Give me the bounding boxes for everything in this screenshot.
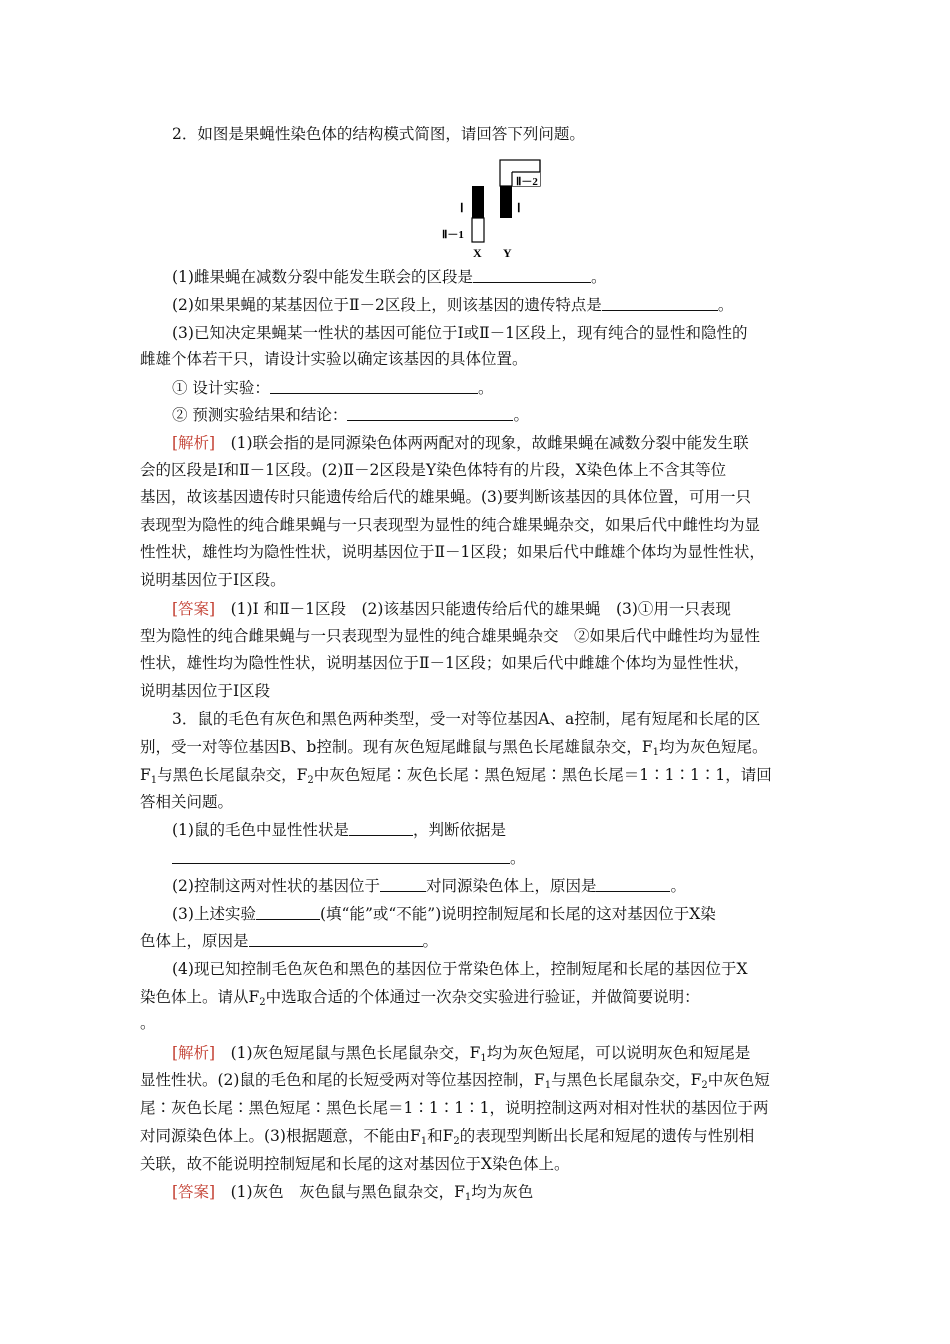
q2-analysis-line4: 表现型为隐性的纯合雌果蝇与一只表现型为显性的纯合雄果蝇杂交，如果后代中雌性均为显 xyxy=(140,516,761,534)
analysis-tag: [解析] xyxy=(172,1044,216,1062)
q2-analysis-line5: 性性状，雄性均为隐性性状，说明基因位于Ⅱ－1区段；如果后代中雌雄个体均为显性性状， xyxy=(140,543,765,561)
q2-analysis-line2: 会的区段是Ⅰ和Ⅱ－1区段。(2)Ⅱ－2区段是Y染色体特有的片段，X染色体上不含其等位 xyxy=(140,461,727,479)
label-Y: Y xyxy=(503,246,512,260)
q2-analysis-line3: 基因，故该基因遗传时只能遗传给后代的雄果蝇。(3)要判断该基因的具体位置，可用一只 xyxy=(140,488,751,506)
answer-blank[interactable] xyxy=(380,876,426,892)
q3-analysis-line1: [解析] (1)灰色短尾鼠与黑色长尾鼠杂交，$F_1$均为灰色短尾，可以说明灰色和短尾是 xyxy=(172,1044,751,1064)
answer-blank[interactable] xyxy=(473,267,591,283)
q2-answer-line1: [答案] (1)Ⅰ 和Ⅱ－1区段 (2)该基因只能遗传给后代的雄果蝇 (3)①用一只表现 xyxy=(172,600,731,618)
answer-blank[interactable] xyxy=(270,378,478,394)
q3-title-line3: $F_1$与黑色长尾鼠杂交，$F_2$中灰色短尾∶灰色长尾∶黑色短尾∶黑色长尾＝1∶1∶1∶1，请回 xyxy=(140,766,772,786)
answer-blank[interactable] xyxy=(602,295,718,311)
q3-title-line4: 答相关问题。 xyxy=(140,793,234,811)
q2-part2: (2)如果果蝇的某基因位于Ⅱ－2区段上，则该基因的遗传特点是 。 xyxy=(172,296,734,314)
q3-part4-line1: (4)现已知控制毛色灰色和黑色的基因位于常染色体上，控制短尾和长尾的基因位于X xyxy=(172,960,748,978)
q3-part3-line2: 色体上，原因是 。 xyxy=(140,932,439,950)
q2-answer-line2: 型为隐性的纯合雌果蝇与一只表现型为显性的纯合雄果蝇杂交 ②如果后代中雌性均为显性 xyxy=(140,627,761,645)
q3-part1-cont: 。 xyxy=(172,848,862,868)
x-segment-II-1 xyxy=(472,218,484,242)
q2-part3-line2: 雌雄个体若干只，请设计实验以确定该基因的具体位置。 xyxy=(140,350,528,368)
q3-analysis-line4: 对同源染色体上。(3)根据题意，不能由$F_1$和$F_2$的表现型判断出长尾和短尾的遗传与性别相 xyxy=(140,1127,755,1147)
q2-part1: (1)雌果蝇在减数分裂中能发生联会的区段是 。 xyxy=(172,268,607,286)
sex-chromosome-diagram xyxy=(440,158,560,262)
q3-part4-line2: 染色体上。请从$F_2$中选取合适的个体通过一次杂交实验进行验证，并做简要说明： xyxy=(140,988,700,1008)
answer-blank[interactable] xyxy=(349,820,413,836)
label-II-1: Ⅱ－1 xyxy=(442,229,464,241)
q3-title-line1: 3．鼠的毛色有灰色和黑色两种类型，受一对等位基因A、a控制，尾有短尾和长尾的区 xyxy=(172,710,761,728)
q2-answer-line4: 说明基因位于Ⅰ区段 xyxy=(140,682,271,700)
answer-tag: [答案] xyxy=(172,1183,216,1201)
q2-part3-line1: (3)已知决定果蝇某一性状的基因可能位于Ⅰ或Ⅱ－1区段上，现有纯合的显性和隐性的 xyxy=(172,324,748,342)
q2-sub1: ① 设计实验： 。 xyxy=(172,379,494,397)
label-I-right: Ⅰ xyxy=(517,201,521,215)
q2-analysis-line1: [解析] (1)联会指的是同源染色体两两配对的现象，故雌果蝇在减数分裂中能发生联 xyxy=(172,434,749,452)
answer-blank[interactable] xyxy=(256,904,320,920)
q3-part4-line3: 。 xyxy=(140,1014,156,1032)
answer-blank[interactable] xyxy=(596,876,670,892)
answer-blank[interactable] xyxy=(347,405,513,421)
label-II-2: Ⅱ－2 xyxy=(516,176,538,188)
q3-part1: (1)鼠的毛色中显性性状是 ，判断依据是 xyxy=(172,821,506,839)
x-segment-I xyxy=(472,186,484,218)
analysis-tag: [解析] xyxy=(172,434,216,452)
q2-answer-line3: 性状，雄性均为隐性性状，说明基因位于Ⅱ－1区段；如果后代中雌雄个体均为显性性状， xyxy=(140,654,750,672)
q2-analysis-line6: 说明基因位于Ⅰ区段。 xyxy=(140,571,286,589)
q3-analysis-line5: 关联，故不能说明控制短尾和长尾的这对基因位于X染色体上。 xyxy=(140,1155,570,1173)
q2-title: 2．如图是果蝇性染色体的结构模式简图，请回答下列问题。 xyxy=(172,125,585,143)
q3-part3-line1: (3)上述实验 (填“能”或“不能”)说明控制短尾和长尾的这对基因位于X染 xyxy=(172,905,716,923)
y-segment-I xyxy=(500,186,512,218)
q3-part2: (2)控制这两对性状的基因位于 对同源染色体上，原因是 。 xyxy=(172,877,686,895)
label-X: X xyxy=(473,246,482,260)
answer-blank[interactable] xyxy=(249,931,423,947)
q2-sub2: ② 预测实验结果和结论： 。 xyxy=(172,406,529,424)
q3-answer-line1: [答案] (1)灰色 灰色鼠与黑色鼠杂交，$F_1$均为灰色 xyxy=(172,1183,534,1203)
label-I-left: Ⅰ xyxy=(460,201,464,215)
answer-blank[interactable] xyxy=(172,848,510,864)
answer-tag: [答案] xyxy=(172,600,216,618)
q3-analysis-line3: 尾∶灰色长尾∶黑色短尾∶黑色长尾＝1∶1∶1∶1，说明控制这两对相对性状的基因位于两 xyxy=(140,1099,769,1117)
q3-title-line2: 别，受一对等位基因B、b控制。现有灰色短尾雌鼠与黑色长尾雄鼠杂交，$F_1$均为灰色短尾。 xyxy=(140,738,768,758)
q3-analysis-line2: 显性性状。(2)鼠的毛色和尾的长短受两对等位基因控制，$F_1$与黑色长尾鼠杂交，$F_2$中灰色短 xyxy=(140,1071,770,1091)
